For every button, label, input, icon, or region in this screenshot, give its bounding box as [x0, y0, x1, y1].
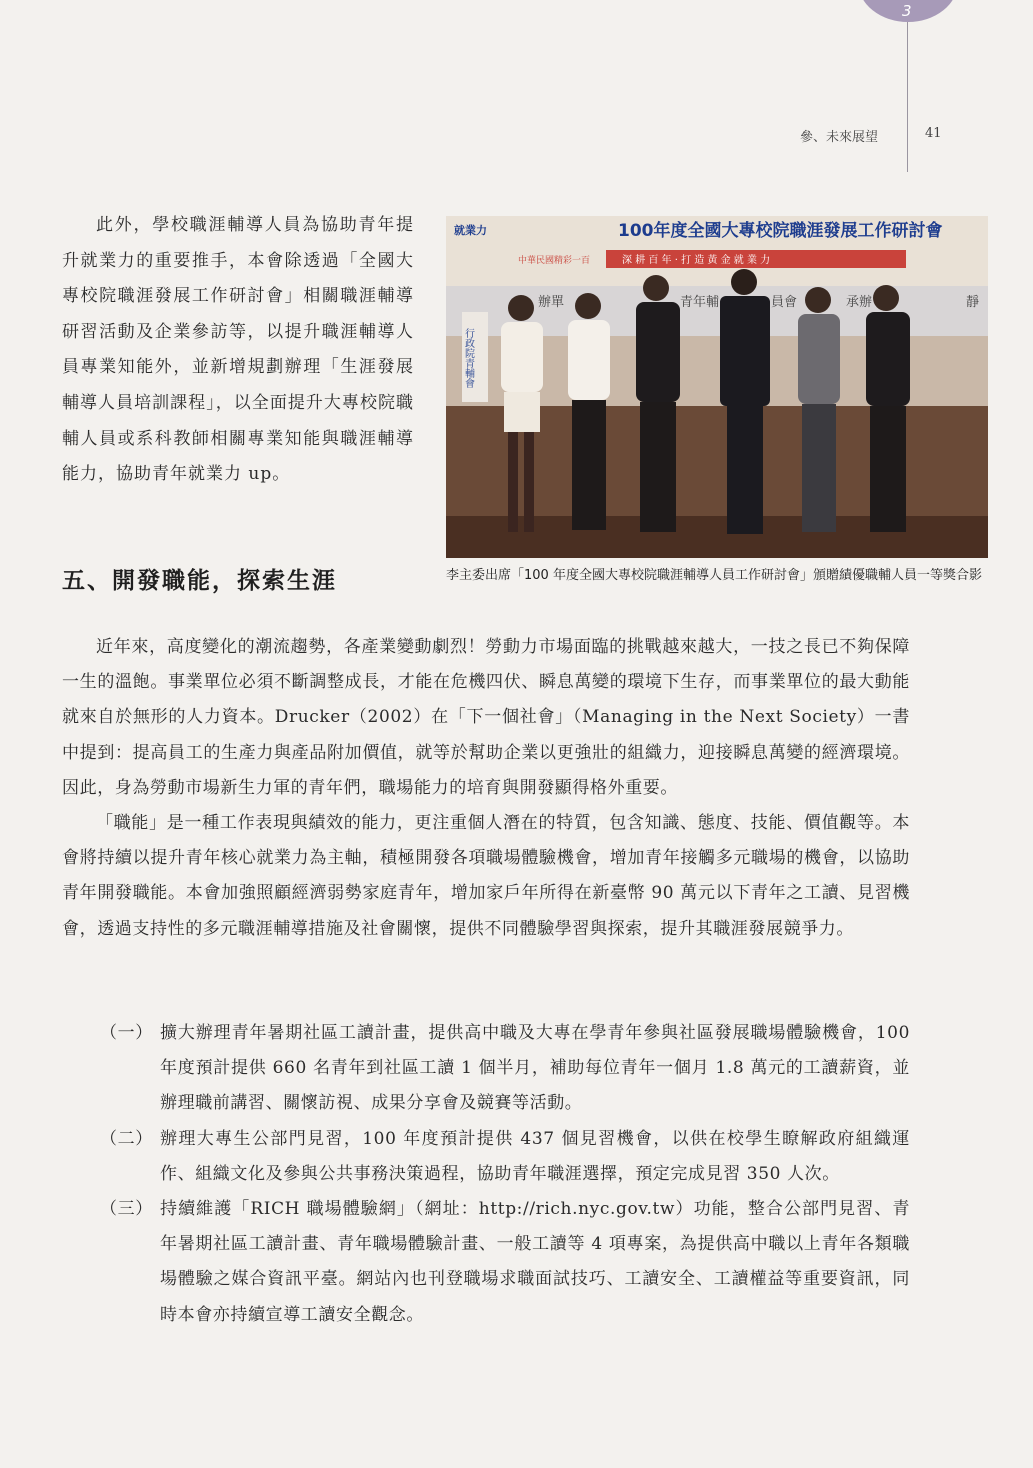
list-text: 辦理大專生公部門見習，100 年度預計提供 437 個見習機會，以供在校學生瞭解政府組織運作、組織文化及參與公共事務決策過程，協助青年職涯選擇，預定完成見習 350 人次。 [160, 1128, 910, 1184]
intro-paragraph [62, 208, 414, 493]
banner-slogan: 深 耕 百 年 · 打 造 黃 金 就 業 力 [622, 255, 771, 266]
page-number: 41 [925, 126, 942, 141]
banner-logo: 就業力 [454, 224, 487, 237]
item-list [100, 1016, 910, 1333]
backdrop-right: 承辦 [846, 295, 873, 310]
header-rule [907, 22, 908, 172]
running-header: 參、未來展望 [800, 130, 879, 145]
section-heading: 五、開發職能，探索生涯 [62, 567, 337, 594]
list-text: 持續維護「RICH 職場體驗網」（網址：http://rich.nyc.gov.tw）功能，整合公部門見習、青年暑期社區工讀計畫、青年職場體驗計畫、一般工讀等 4 項專案，為提供高中職以上青年各類職場體驗之媒合資訊平臺。網站內也刊登職場求職面試技巧、工讀安全、工讀權益等重要資訊，同時本會亦持續宣導工讀安全觀念。 [160, 1199, 910, 1325]
paragraph: 「職能」是一種工作表現與績效的能力，更注重個人潛在的特質，包含知識、態度、技能、價值觀等。本會將持續以提升青年核心就業力為主軸，積極開發各項職場體驗機會，增加青年接觸多元職場的機會，以協助青年開發職能。本會加強照顧經濟弱勢家庭青年，增加家戶年所得在新臺幣 90 萬元以下青年之工讀、見習機會，透過支持性的多元職涯輔導措施及社會關懷，提供不同體驗學習與探索，提升其職涯發展競爭力。 [62, 813, 910, 939]
paragraph: 近年來，高度變化的潮流趨勢，各產業變動劇烈！勞動力市場面臨的挑戰越來越大，一技之長已不夠保障一生的溫飽。事業單位必須不斷調整成長，才能在危機四伏、瞬息萬變的環境下生存，而事業單位的最大動能就來自於無形的人力資本。Drucker（2002）在「下一個社會」（Managing in the Next Society）一書中提到：提高員工的生產力與產品附加價值，就等於幫助企業以更強壯的組織力，迎接瞬息萬變的經濟環境。因此，身為勞動市場新生力軍的青年們，職場能力的培育與開發顯得格外重要。 [62, 637, 910, 798]
list-item [100, 1122, 910, 1192]
backdrop-left: 辦單 [538, 295, 565, 310]
backdrop-far: 靜 [966, 295, 980, 310]
list-marker: （二） [100, 1128, 153, 1149]
list-text: 擴大辦理青年暑期社區工讀計畫，提供高中職及大專在學青年參與社區發展職場體驗機會，100 年度預計提供 660 名青年到社區工讀 1 個半月，補助每位青年一個月 1.8 萬元的工讀薪資，並辦理職前講習、關懷訪視、成果分享會及競賽等活動。 [160, 1023, 910, 1114]
event-photo [446, 216, 988, 558]
chapter-tab-number: 3 [902, 2, 912, 20]
banner-sub-left: 中華民國精彩一百 [518, 256, 591, 266]
backdrop-mid2: 員會 [771, 295, 798, 310]
body-text [62, 630, 910, 947]
list-item [100, 1016, 910, 1122]
list-item [100, 1192, 910, 1333]
list-marker: （三） [100, 1199, 153, 1220]
event-photo-illustration [446, 216, 988, 558]
banner-title: 100年度全國大專校院職涯發展工作研討會 [618, 221, 943, 241]
list-marker: （一） [100, 1023, 153, 1043]
intro-text: 此外，學校職涯輔導人員為協助青年提升就業力的重要推手，本會除透過「全國大專校院職涯發展工作研討會」相關職涯輔導研習活動及企業參訪等，以提升職涯輔導人員專業知能外，並新增規劃辦理「生涯發展輔導人員培訓課程」，以全面提升大專校院職輔人員或系科教師相關專業知能與職涯輔導能力，協助青年就業力 up。 [62, 215, 414, 485]
backdrop-mid: 青年輔 [680, 295, 720, 310]
podium-sign: 行政院青輔會 [462, 328, 474, 388]
photo-caption: 李主委出席「100 年度全國大專校院職涯輔導人員工作研討會」頒贈績優職輔人員一等獎合影 [446, 568, 982, 583]
